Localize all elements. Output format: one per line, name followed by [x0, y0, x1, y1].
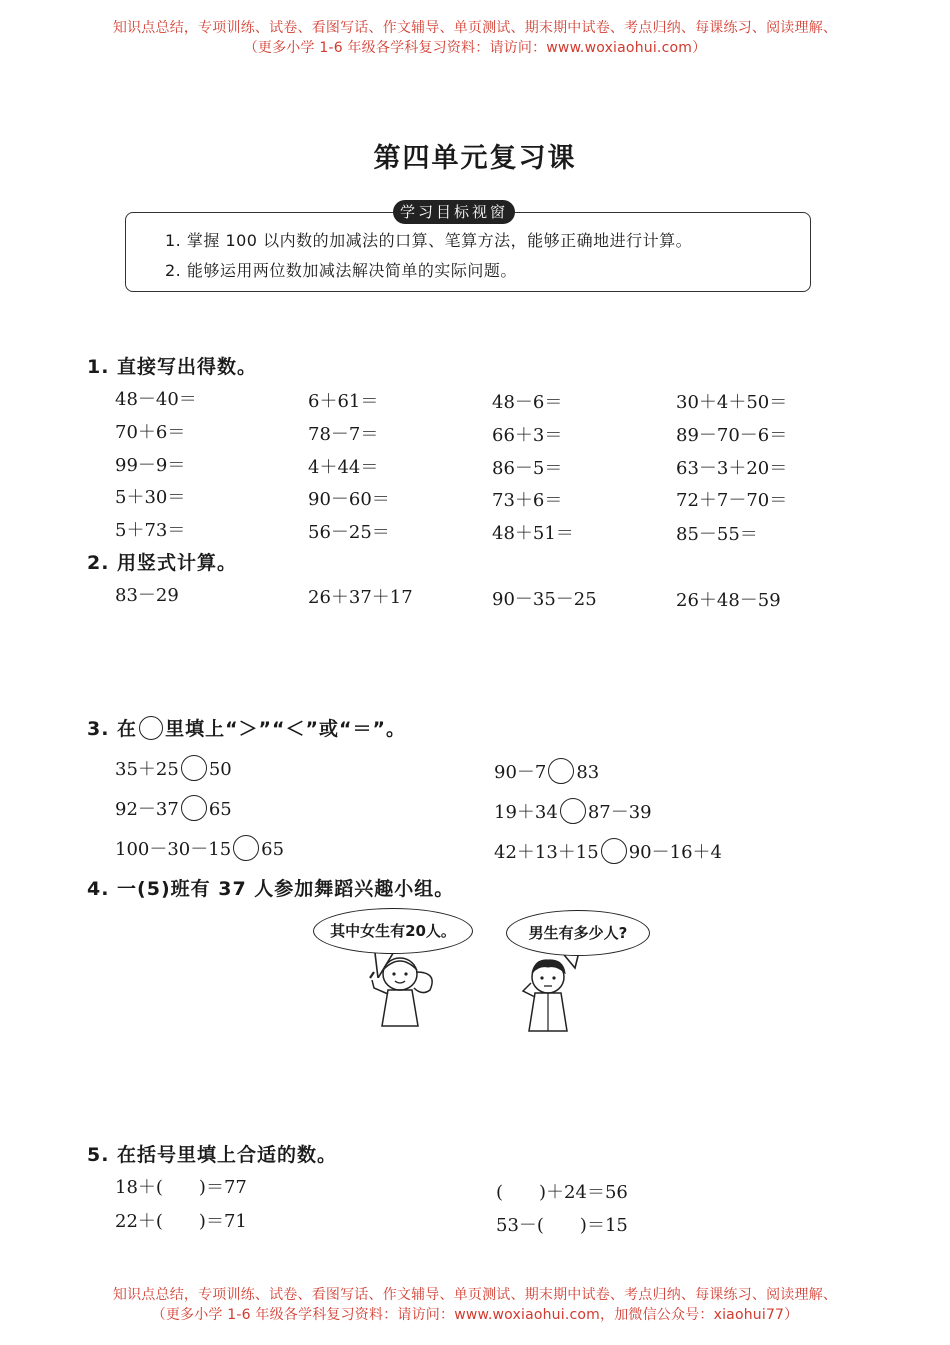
q3-right: 87－39	[587, 802, 652, 823]
q1-expr: 89－70－6＝	[676, 425, 788, 446]
q3-right: 65	[261, 839, 285, 860]
q1-expr: 85－55＝	[676, 524, 758, 545]
q1-expr: 5＋73＝	[115, 520, 186, 541]
answer-circle[interactable]	[233, 835, 259, 861]
q1-expr: 99－9＝	[115, 455, 186, 476]
page-title: 第四单元复习课	[373, 143, 577, 174]
q1-expr: 70＋6＝	[115, 422, 186, 443]
q3-left: 35＋25	[115, 759, 179, 780]
footer-banner-line-2: （更多小学 1-6 年级各学科复习资料：请访问：www.woxiaohui.com，加微信公众号：xiaohui77）	[151, 1307, 799, 1323]
q3-left: 90－7	[494, 762, 547, 783]
girl-speech-bubble: 其中女生有20人。	[313, 908, 473, 954]
q1-expr: 48－40＝	[115, 389, 197, 410]
header-banner-line-1: 知识点总结，专项训练、试卷、看图写话、作文辅导、单页测试、期末期中试卷、考点归纳、每课练习、阅读理解、	[112, 20, 838, 36]
q3-left: 92－37	[115, 799, 179, 820]
q2-expr: 83－29	[115, 585, 179, 606]
goal-item-2: 2. 能够运用两位数加减法解决简单的实际问题。	[165, 261, 517, 280]
q3-item	[494, 798, 652, 824]
q1-expr: 6＋61＝	[308, 391, 379, 412]
q3-item	[494, 838, 722, 864]
q1-expr: 90－60＝	[308, 489, 390, 510]
header-banner-line-2: （更多小学 1-6 年级各学科复习资料：请访问：www.woxiaohui.com）	[243, 40, 707, 56]
question-3-title-pre: 3. 在	[87, 718, 138, 740]
q3-item	[115, 755, 232, 781]
boy-speech-bubble: 男生有多少人?	[506, 910, 650, 956]
q1-expr: 30＋4＋50＝	[676, 392, 788, 413]
girl-illustration-icon	[360, 950, 440, 1030]
q1-expr: 78－7＝	[308, 424, 379, 445]
q3-right: 65	[208, 799, 232, 820]
learning-goals-label: 学习目标视窗	[393, 200, 515, 224]
q3-item	[115, 795, 232, 821]
goal-item-1: 1. 掌握 100 以内数的加减法的口算、笔算方法，能够正确地进行计算。	[165, 231, 693, 250]
question-3-title-post: 里填上“＞”“＜”或“＝”。	[165, 718, 406, 740]
q3-right: 83	[576, 762, 600, 783]
question-2-title: 2. 用竖式计算。	[87, 552, 238, 574]
answer-circle[interactable]	[548, 758, 574, 784]
q1-expr: 86－5＝	[492, 458, 563, 479]
answer-circle[interactable]	[560, 798, 586, 824]
q3-item	[115, 835, 284, 861]
footer-banner-line-1: 知识点总结，专项训练、试卷、看图写话、作文辅导、单页测试、期末期中试卷、考点归纳、每课练习、阅读理解、	[112, 1287, 838, 1303]
compare-circle-icon	[139, 716, 163, 740]
q5-expr: ( )＋24＝56	[496, 1182, 628, 1203]
q3-right: 50	[208, 759, 232, 780]
q5-expr: 18＋( )＝77	[115, 1177, 247, 1198]
q1-expr: 72＋7－70＝	[676, 490, 788, 511]
q1-expr: 56－25＝	[308, 522, 390, 543]
question-3-title	[87, 714, 406, 741]
question-1-title: 1. 直接写出得数。	[87, 356, 258, 378]
q1-expr: 5＋30＝	[115, 487, 186, 508]
question-4-title: 4. 一(5)班有 37 人参加舞蹈兴趣小组。	[87, 878, 455, 900]
q1-expr: 48－6＝	[492, 392, 563, 413]
q1-expr: 73＋6＝	[492, 490, 563, 511]
q2-expr: 26＋37＋17	[308, 587, 413, 608]
q2-expr: 26＋48－59	[676, 590, 781, 611]
q1-expr: 63－3＋20＝	[676, 458, 788, 479]
q1-expr: 48＋51＝	[492, 523, 574, 544]
q3-item	[494, 758, 599, 784]
q3-left: 19＋34	[494, 802, 558, 823]
q3-left: 100－30－15	[115, 839, 232, 860]
q5-expr: 22＋( )＝71	[115, 1211, 247, 1232]
q2-expr: 90－35－25	[492, 589, 597, 610]
answer-circle[interactable]	[181, 795, 207, 821]
question-5-title: 5. 在括号里填上合适的数。	[87, 1144, 338, 1166]
answer-circle[interactable]	[601, 838, 627, 864]
q1-expr: 4＋44＝	[308, 457, 379, 478]
answer-circle[interactable]	[181, 755, 207, 781]
q3-right: 90－16＋4	[628, 842, 722, 863]
boy-illustration-icon	[513, 955, 583, 1035]
q5-expr: 53－( )＝15	[496, 1215, 628, 1236]
q1-expr: 66＋3＝	[492, 425, 563, 446]
q3-left: 42＋13＋15	[494, 842, 599, 863]
